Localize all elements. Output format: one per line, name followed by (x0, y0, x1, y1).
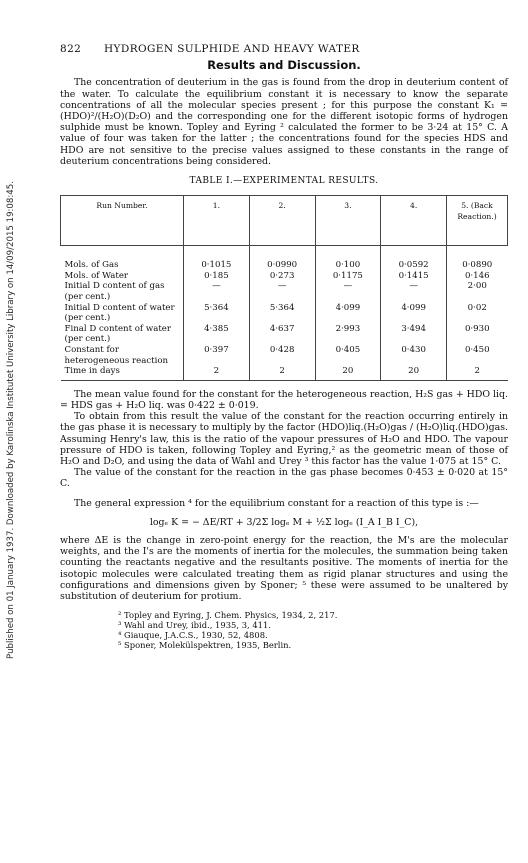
spacer-cell (249, 246, 315, 261)
table-cell: 20 (315, 366, 381, 380)
table-cell: 4·099 (315, 303, 381, 324)
paragraph-concentration: The concentration of deuterium in the gas is found from the drop in deuterium content of the water. To calculate the equilibrium constant it is necessary to know the separate concentrations of all the molecular species present ; for this purpose the constant K₁ = (HDO)²/(H₂O)(D₂O) and the corresponding one for the different isotopic forms of hydrogen sulphide must be known. Topley and Eyring ² calculated the former to be 3·24 at 15° C. A value of four was taken for the latter ; the concentrations found for the species HDS and HDO are not sensitive to the precise values assigned to these constants in the range of deuterium concentrations being considered. (60, 77, 508, 167)
spacer-cell (315, 246, 381, 261)
table-cell: 4·385 (184, 324, 250, 345)
table-cell: 2·993 (315, 324, 381, 345)
column-header: 5. (Back Reaction.) (447, 196, 508, 246)
paragraph-mean-value: The mean value found for the constant for the heterogeneous reaction, H₂S gas + HDO liq. = HDS gas + H₂O liq. was 0·422 ± 0·019. (60, 388, 508, 411)
table-cell: 0·1175 (315, 271, 381, 282)
table-cell: — (184, 281, 250, 302)
spacer-cell (184, 246, 250, 261)
table-row (61, 260, 508, 271)
column-header: 4. (381, 196, 447, 246)
section-title: Results and Discussion. (207, 58, 361, 73)
column-header: 1. (184, 196, 250, 246)
equation: logₑ K = − ΔE/RT + 3/2Σ logₑ M + ½Σ logₑ (I_A I_B I_C), (149, 516, 419, 528)
table-cell: 0·146 (447, 271, 508, 282)
table-cell: 0·100 (315, 260, 381, 271)
row-label: Constant for heterogeneous reaction (64, 344, 169, 366)
table-spacer-row (61, 246, 508, 261)
table-cell: 2·00 (447, 281, 508, 302)
table-row (61, 324, 508, 345)
table-cell: 4·637 (249, 324, 315, 345)
table-row (61, 303, 508, 324)
table-cell: 5·364 (249, 303, 315, 324)
table-cell: 0·397 (184, 345, 250, 366)
table-cell: 0·0890 (447, 260, 508, 271)
table-cell: 0·02 (447, 303, 508, 324)
table-row (61, 281, 508, 302)
paragraph-definitions: where ΔE is the change in zero-point energy for the reaction, the M's are the molecular weights, and the I's are the moments of inertia for the molecules, the summation being taken counting the reactants negative and the resultants positive. The moments of inertia for the isotopic molecules were calculated treating them as rigid planar structures and using the configurations and dimensions given by Sponer; ⁵ these were assumed to be unaltered by substitution of deuterium for protium. (60, 535, 508, 603)
footnote: ³ Wahl and Urey, ibid., 1935, 3, 411. (118, 620, 271, 631)
table-cell: — (315, 281, 381, 302)
table-cell: 0·1015 (184, 260, 250, 271)
table-cell: 0·0990 (249, 260, 315, 271)
footnotes (60, 610, 508, 650)
row-label: Time in days (61, 366, 184, 380)
table-cell: 0·273 (249, 271, 315, 282)
journal-page (60, 44, 508, 650)
watermark-text: Published on 01 January 1937. Downloaded by Karolinska Institutet University Library on 14/09/2015 19:08:45. (6, 181, 16, 659)
column-header: Run Number. (61, 196, 184, 246)
table-cell: — (249, 281, 315, 302)
table-row (61, 271, 508, 282)
footnote: ⁴ Giauque, J.A.C.S., 1930, 52, 4808. (118, 630, 268, 641)
table-cell: 20 (381, 366, 447, 380)
paragraph-gas-constant: The value of the constant for the reaction in the gas phase becomes 0·453 ± 0·020 at 15° C. (60, 467, 508, 490)
column-header: 2. (249, 196, 315, 246)
spacer-cell (381, 246, 447, 261)
table-cell: 0·1415 (381, 271, 447, 282)
table-cell: 0·405 (315, 345, 381, 366)
download-watermark (4, 60, 18, 780)
table-cell: 0·450 (447, 345, 508, 366)
footnote: ⁵ Sponer, Molekülspektren, 1935, Berlin. (118, 640, 292, 651)
table-cell: 0·185 (184, 271, 250, 282)
spacer-cell (61, 246, 184, 261)
table-cell: 0·930 (447, 324, 508, 345)
row-label: Mols. of Water (64, 270, 129, 281)
row-label: Initial D content of gas (per cent.) (64, 281, 165, 303)
table-cell: 0·428 (249, 345, 315, 366)
paragraph-factor: To obtain from this result the value of the constant for the reaction occurring entirely in the gas phase it is necessary to multiply by the factor (HDO)liq.(H₂O)gas / (H₂O)liq.(HDO)gas. Assuming Henry's law, this is the ratio of the vapour pressures of H₂O and HDO. The vapour pressure of HDO is taken, following Topley and Eyring,² as the geometric mean of those of H₂O and D₂O, and using the data of Wahl and Urey ³ this factor has the value 1·075 at 15° C. (60, 411, 508, 467)
column-header: 3. (315, 196, 381, 246)
table-cell: 0·430 (381, 345, 447, 366)
table-cell: 4·099 (381, 303, 447, 324)
table-cell: — (381, 281, 447, 302)
table-cell: 2 (184, 366, 250, 380)
running-header (60, 44, 508, 55)
footnote: ² Topley and Eyring, J. Chem. Physics, 1934, 2, 217. (118, 610, 338, 621)
table-row (61, 345, 508, 366)
paragraph-general-expression: The general expression ⁴ for the equilibrium constant for a reaction of this type is :— (74, 497, 479, 509)
table-cell: 2 (447, 366, 508, 380)
results-table (60, 195, 508, 381)
spacer-cell (447, 246, 508, 261)
table-header-row (61, 196, 508, 246)
page-number: 822 (60, 43, 82, 55)
row-label: Mols. of Gas (64, 260, 119, 271)
running-title: HYDROGEN SULPHIDE AND HEAVY WATER (104, 43, 360, 55)
table-cell: 3·494 (381, 324, 447, 345)
row-label: Initial D content of water (per cent.) (64, 302, 175, 324)
table-cell: 2 (249, 366, 315, 380)
row-label: Final D content of water (per cent.) (64, 323, 171, 345)
table-caption: TABLE I.—EXPERIMENTAL RESULTS. (189, 176, 379, 187)
table-cell: 0·0592 (381, 260, 447, 271)
table-cell: 5·364 (184, 303, 250, 324)
table-row (61, 366, 508, 380)
